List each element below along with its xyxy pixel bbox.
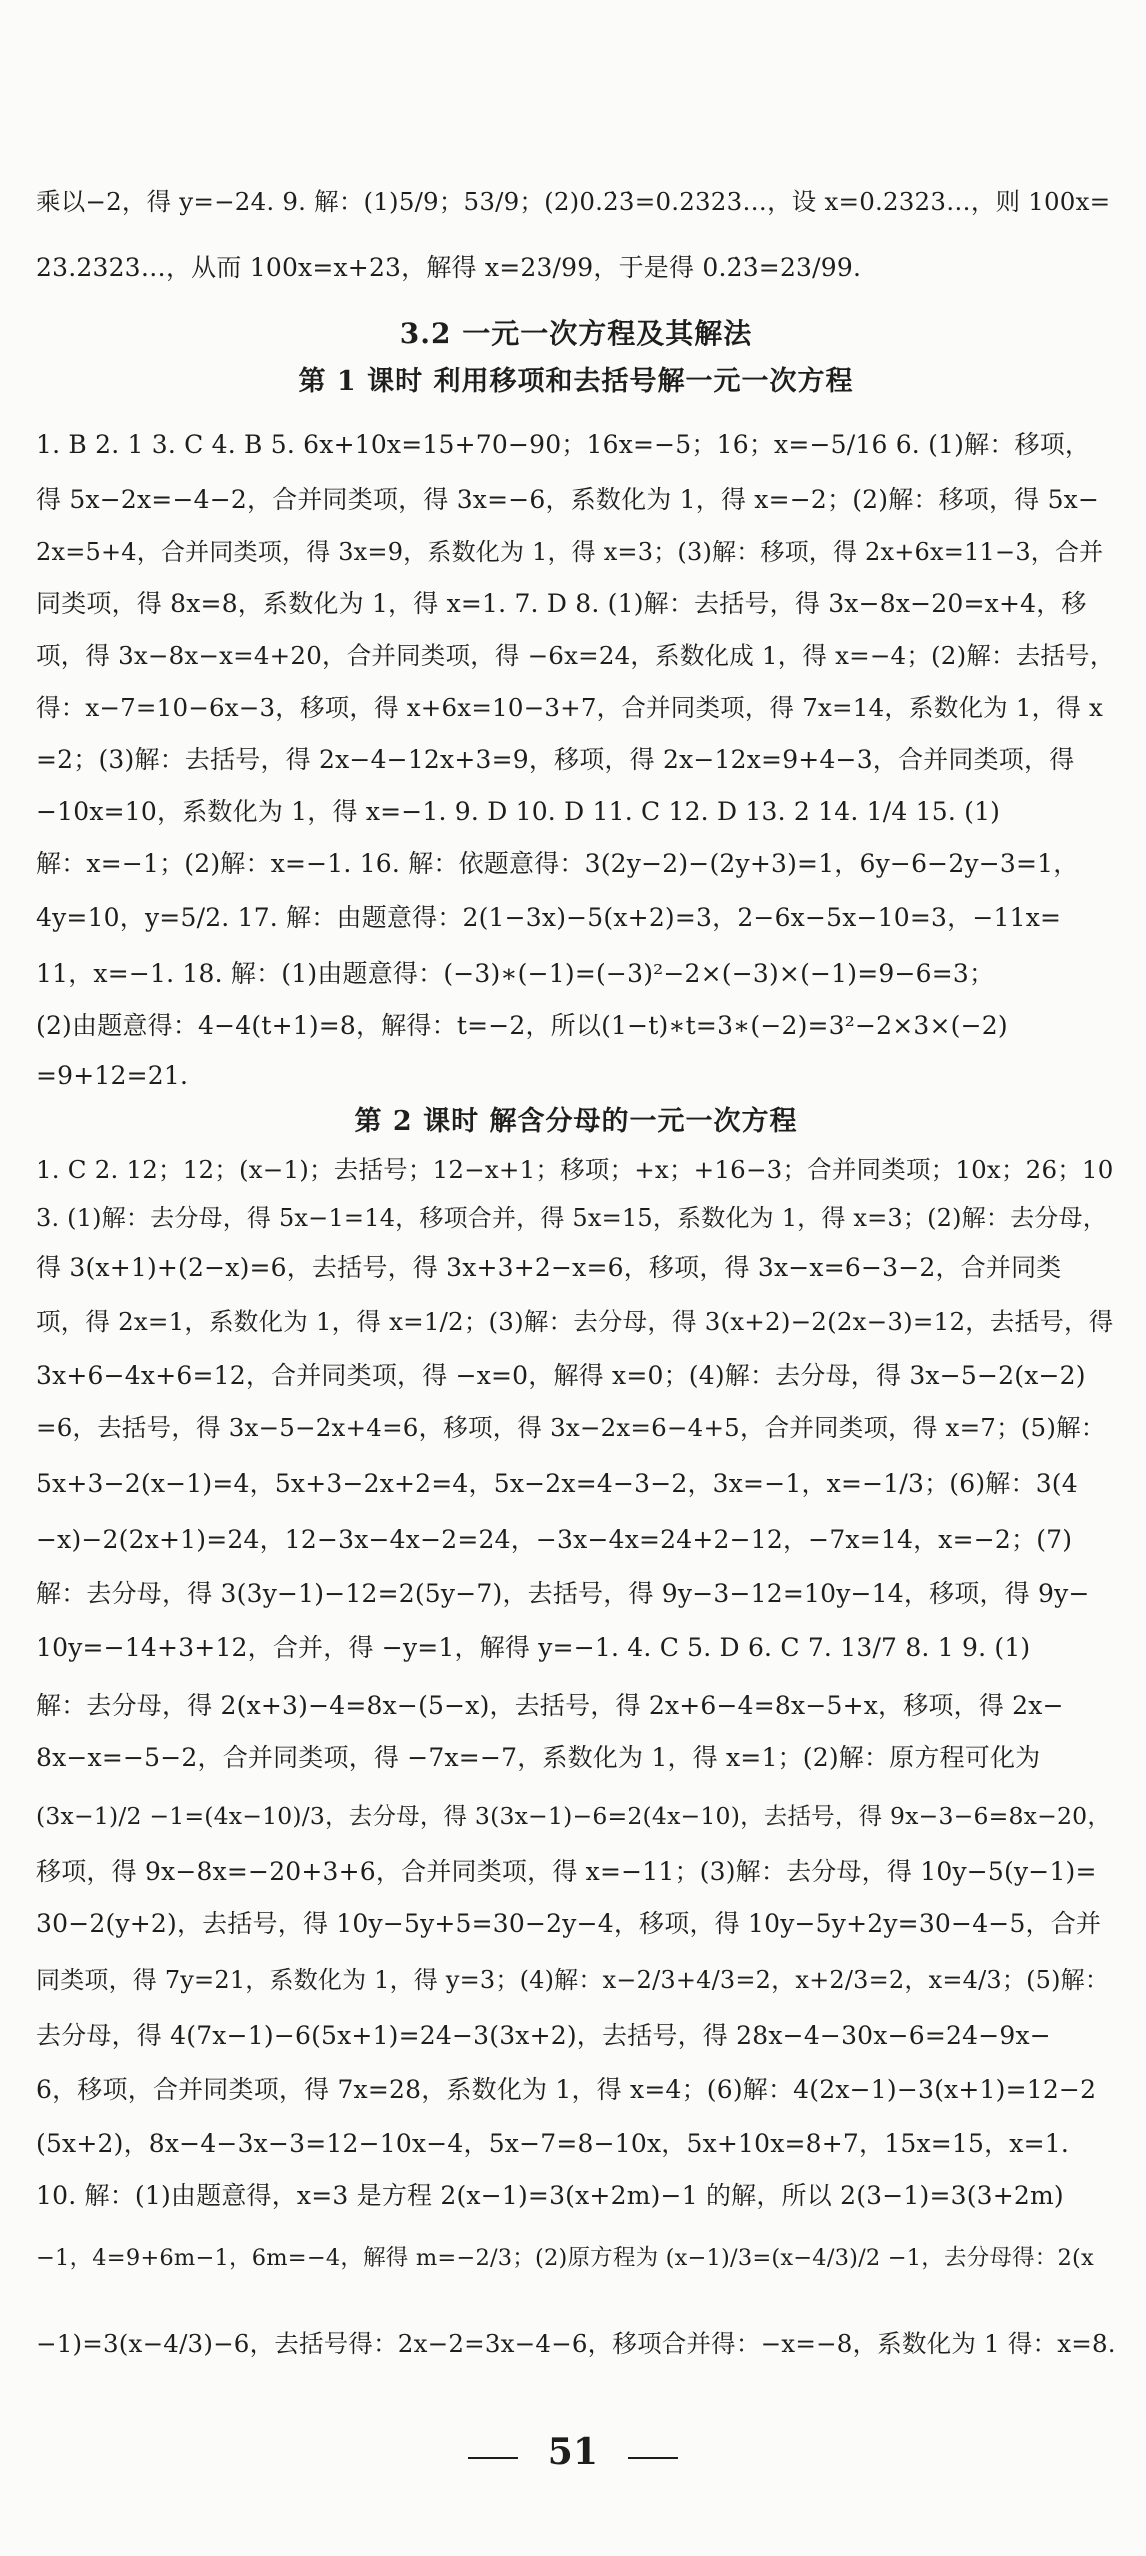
text-line: 5x+3−2(x−1)=4，5x+3−2x+2=4，5x−2x=4−3−2，3x=−1，x=−1/3；(6)解：3(4	[36, 1469, 1078, 1498]
text-line: 10y=−14+3+12，合并，得 −y=1，解得 y=−1. 4. C 5. D 6. C 7. 13/7 8. 1 9. (1)	[36, 1633, 1031, 1662]
text-line: 23.2323…，从而 100x=x+23，解得 x=23/99，于是得 0.2̇3̇=23/99.	[36, 253, 862, 282]
text-line: −x)−2(2x+1)=24，12−3x−4x−2=24，−3x−4x=24+2−12，−7x=14，x=−2；(7)	[36, 1525, 1073, 1554]
text-line: 1. B 2. 1 3. C 4. B 5. 6x+10x=15+70−90；16x=−5；16；x=−5/16 6. (1)解：移项，	[36, 430, 1091, 459]
text-line: 3. (1)解：去分母，得 5x−1=14，移项合并，得 5x=15，系数化为 1，得 x=3；(2)解：去分母，	[36, 1204, 1107, 1232]
text-line: (3x−1)/2 −1=(4x−10)/3，去分母，得 3(3x−1)−6=2(4x−10)，去括号，得 9x−3−6=8x−20，	[36, 1802, 1112, 1830]
text-line: 同类项，得 8x=8，系数化为 1，得 x=1. 7. D 8. (1)解：去括号，得 3x−8x−20=x+4，移	[36, 589, 1087, 618]
text-line: 8x−x=−5−2，合并同类项，得 −7x=−7，系数化为 1，得 x=1；(2)解：原方程可化为	[36, 1743, 1041, 1772]
text-line: −10x=10，系数化为 1，得 x=−1. 9. D 10. D 11. C 12. D 13. 2 14. 1/4 15. (1)	[36, 797, 1001, 826]
lesson-title: 第 1 课时 利用移项和去括号解一元一次方程	[298, 366, 854, 397]
text-line: 解：x=−1；(2)解：x=−1. 16. 解：依题意得：3(2y−2)−(2y+3)=1，6y−6−2y−3=1，	[36, 849, 1079, 878]
text-line: 解：去分母，得 2(x+3)−4=8x−(5−x)，去括号，得 2x+6−4=8x−5+x，移项，得 2x−	[36, 1691, 1064, 1720]
text-line: 4y=10，y=5/2. 17. 解：由题意得：2(1−3x)−5(x+2)=3，2−6x−5x−10=3，−11x=	[36, 903, 1062, 932]
text-line: 同类项，得 7y=21，系数化为 1，得 y=3；(4)解：x−2/3+4/3=2，x+2/3=2，x=4/3；(5)解：	[36, 1966, 1110, 1994]
text-line: 1. C 2. 12；12；(x−1)；去括号；12−x+1；移项；+x；+16−3；合并同类项；10x；26；10	[36, 1155, 1114, 1184]
text-line: 得 5x−2x=−4−2，合并同类项，得 3x=−6，系数化为 1，得 x=−2；(2)解：移项，得 5x−	[36, 485, 1100, 514]
text-line: =9+12=21.	[36, 1061, 189, 1090]
section-title: 3.2 一元一次方程及其解法	[399, 317, 753, 350]
text-line: 得 3(x+1)+(2−x)=6，去括号，得 3x+3+2−x=6，移项，得 3x−x=6−3−2，合并同类	[36, 1253, 1062, 1282]
page-number: 51	[547, 2431, 599, 2473]
text-line: 得：x−7=10−6x−3，移项，得 x+6x=10−3+7，合并同类项，得 7x=14，系数化为 1，得 x	[36, 693, 1104, 722]
text-line: 3x+6−4x+6=12，合并同类项，得 −x=0，解得 x=0；(4)解：去分母，得 3x−5−2(x−2)	[36, 1361, 1086, 1390]
lesson-title: 第 2 课时 解含分母的一元一次方程	[354, 1106, 798, 1137]
text-line: (5x+2)，8x−4−3x−3=12−10x−4，5x−7=8−10x，5x+10x=8+7，15x=15，x=1.	[36, 2129, 1070, 2158]
text-line: 项，得 3x−8x−x=4+20，合并同类项，得 −6x=24，系数化成 1，得 x=−4；(2)解：去括号，	[36, 641, 1115, 670]
text-line: 乘以−2，得 y=−24. 9. 解：(1)5/9；53/9；(2)0.2̇3̇=0.2323…，设 x=0.2323…，则 100x=	[36, 187, 1111, 216]
text-line: 10. 解：(1)由题意得，x=3 是方程 2(x−1)=3(x+2m)−1 的解，所以 2(3−1)=3(3+2m)	[36, 2181, 1064, 2210]
text-line: 2x=5+4，合并同类项，得 3x=9，系数化为 1，得 x=3；(3)解：移项，得 2x+6x=11−3，合并	[36, 538, 1104, 566]
text-line: =6，去括号，得 3x−5−2x+4=6，移项，得 3x−2x=6−4+5，合并同类项，得 x=7；(5)解：	[36, 1413, 1106, 1442]
text-line: 解：去分母，得 3(3y−1)−12=2(5y−7)，去括号，得 9y−3−12=10y−14，移项，得 9y−	[36, 1579, 1090, 1608]
answer-page	[36, 0, 1116, 2556]
text-line: 去分母，得 4(7x−1)−6(5x+1)=24−3(3x+2)，去括号，得 28x−4−30x−6=24−9x−	[36, 2021, 1051, 2050]
text-line: 移项，得 9x−8x=−20+3+6，合并同类项，得 x=−11；(3)解：去分母，得 10y−5(y−1)=	[36, 1857, 1097, 1886]
text-line: 项，得 2x=1，系数化为 1，得 x=1/2；(3)解：去分母，得 3(x+2)−2(2x−3)=12，去括号，得	[36, 1307, 1114, 1336]
text-line: 11，x=−1. 18. 解：(1)由题意得：(−3)∗(−1)=(−3)²−2×(−3)×(−1)=9−6=3；	[36, 959, 995, 988]
text-line: (2)由题意得：4−4(t+1)=8，解得：t=−2，所以(1−t)∗t=3∗(−2)=3²−2×3×(−2)	[36, 1011, 1008, 1040]
text-line: −1，4=9+6m−1，6m=−4，解得 m=−2/3；(2)原方程为 (x−1)/3=(x−4/3)/2 −1，去分母得：2(x	[36, 2245, 1094, 2271]
footer-dash-left	[468, 2457, 518, 2459]
text-line: =2；(3)解：去括号，得 2x−4−12x+3=9，移项，得 2x−12x=9+4−3，合并同类项，得	[36, 745, 1075, 774]
text-line: 30−2(y+2)，去括号，得 10y−5y+5=30−2y−4，移项，得 10y−5y+2y=30−4−5，合并	[36, 1909, 1102, 1938]
text-line: −1)=3(x−4/3)−6，去括号得：2x−2=3x−4−6，移项合并得：−x=−8，系数化为 1 得：x=8.	[36, 2329, 1116, 2358]
footer-dash-right	[628, 2457, 678, 2459]
text-line: 6，移项，合并同类项，得 7x=28，系数化为 1，得 x=4；(6)解：4(2x−1)−3(x+1)=12−2	[36, 2075, 1097, 2104]
page-footer	[0, 2431, 1146, 2473]
